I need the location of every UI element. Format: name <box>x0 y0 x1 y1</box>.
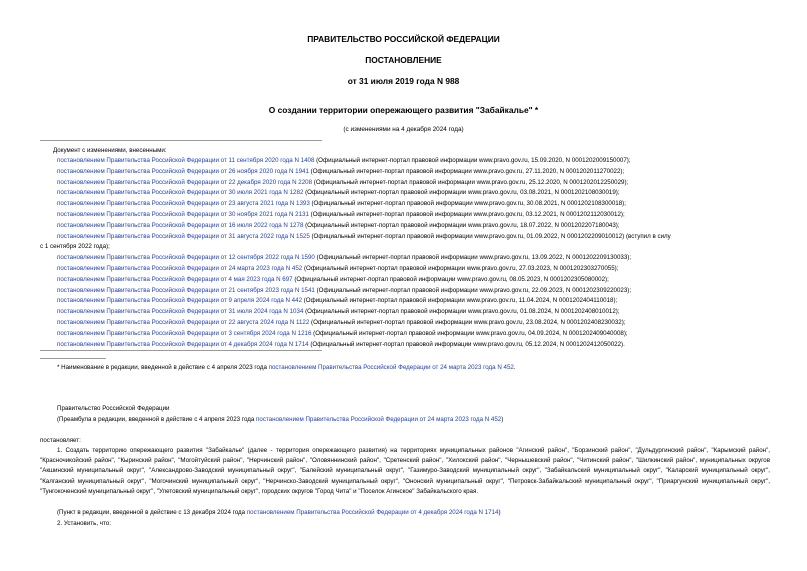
footnote-text: * Наименование в редакции, введенной в действие с 4 апреля 2023 года <box>57 364 269 371</box>
amendment-link[interactable]: постановлением Правительства Российской Федерации от 12 сентября 2022 года N 1590 <box>57 254 315 262</box>
amendment-item <box>57 253 631 263</box>
paragraph-1: 1. Создать территорию опережающего развития "Забайкалье" (далее - территория опережающего развития) на территориях муниципальных районов "Агинский район", "Борзинский район", "Дульдургинский район", "Карымский район", "Красночикойский район", "Кыринский район", "Могойтуйский район", "Нерчинский район", "Оловяннинский район", "Сретенский район", "Хилокский район", "Чернышевский район", "Читинский район", "Шилкинский район", муниципальных округов "Акшинский муниципальный округ", "Александрово-Заводский муниципальный округ", "Балейский муниципальный округ", "Газимуро-Заводский муниципальный округ", "Забайкальский муниципальный округ", "Каларский муниципальный округ", "Калганский муниципальный округ", "Могочинский муниципальный округ", "Нерчинско-Заводский муниципальный округ", "Ононский муниципальный округ", "Петровск-Забайкальский муниципальный округ", "Приаргунский муниципальный округ", "Тунгокоченский муниципальный округ", "Улетовский муниципальный округ", городских округов "Город Чита" и "Поселок Агинское" Забайкальского края. <box>40 447 770 495</box>
preamble-note-end: ) <box>501 416 504 423</box>
amendment-source: (Официальный интернет-портал правовой информации www.pravo.gov.ru, 15.09.2020, N 0001202009150007); <box>314 157 631 164</box>
document-title: О создании территории опережающего развития "Забайкалье" * <box>268 105 539 115</box>
preamble-note-link[interactable]: постановлением Правительства Российской Федерации от 24 марта 2023 года N 452 <box>256 416 502 423</box>
document-date: от 31 июля 2019 года N 988 <box>347 76 460 86</box>
paragraph-2: 2. Установить, что: <box>57 520 111 527</box>
amendment-source: (Официальный интернет-портал правовой информации www.pravo.gov.ru, 27.03.2023, N 0001202303270055); <box>302 265 619 272</box>
amendment-source: (Официальный интернет-портал правовой информации www.pravo.gov.ru, 13.09.2022, N 0001202209130033); <box>314 254 632 262</box>
document-type: ПОСТАНОВЛЕНИЕ <box>365 55 442 65</box>
amendment-source: с 1 сентября 2022 года); <box>40 243 110 251</box>
preamble-note-text: (Преамбула в редакции, введенной в действие с 4 апреля 2023 года <box>57 416 257 423</box>
amendment-item <box>57 340 625 350</box>
footnote-end: . <box>513 364 516 371</box>
amendment-link[interactable]: постановлением Правительства Российской Федерации от 31 августа 2022 года N 1525 <box>57 232 310 240</box>
decides-label: постановляет: <box>40 437 81 444</box>
amendment-item <box>57 286 631 296</box>
amendment-link[interactable]: постановлением Правительства Российской Федерации от 3 сентября 2024 года N 1216 <box>57 329 312 337</box>
amendments-intro: Документ с изменениями, внесенными: <box>53 147 167 154</box>
government-name: ПРАВИТЕЛЬСТВО РОССИЙСКОЙ ФЕДЕРАЦИИ <box>307 34 500 44</box>
paragraph-1-note <box>57 508 501 518</box>
amendment-item <box>57 210 625 220</box>
amendment-source: (Официальный интернет-портал правовой информации www.pravo.gov.ru, 03.12.2021, N 0001202112030012); <box>308 211 625 218</box>
amendment-link[interactable]: постановлением Правительства Российской Федерации от 21 сентября 2023 года N 1541 <box>57 286 315 294</box>
amendment-source: (Официальный интернет-портал правовой информации www.pravo.gov.ru, 18.07.2022, N 0001202207180043); <box>303 221 620 229</box>
amendment-link[interactable]: постановлением Правительства Российской Федерации от 30 июля 2021 года N 1282 <box>57 189 304 197</box>
amendment-item <box>57 307 620 317</box>
amendment-link[interactable]: постановлением Правительства Российской Федерации от 24 марта 2023 года N 452 <box>57 265 303 272</box>
amendment-item <box>57 167 624 177</box>
preamble-note <box>57 415 503 425</box>
separator-top <box>40 140 322 141</box>
amendment-source: (Официальный интернет-портал правовой информации www.pravo.gov.ru, 03.08.2021, N 0001202108030019); <box>303 189 620 197</box>
amendment-source: (Официальный интернет-портал правовой информации www.pravo.gov.ru, 22.09.2023, N 0001202309220023); <box>314 286 632 294</box>
changes-note: (с изменениями на 4 декабря 2024 года) <box>343 126 464 133</box>
amendment-link[interactable]: постановлением Правительства Российской Федерации от 23 августа 2021 года N 1393 <box>57 200 310 208</box>
amendment-item <box>57 318 626 328</box>
amendment-item <box>57 329 628 339</box>
amendment-item <box>57 178 628 188</box>
amendment-item <box>57 232 671 242</box>
amendment-source: (Официальный интернет-портал правовой информации www.pravo.gov.ru, 30.08.2021, N 0001202108300018); <box>309 200 626 208</box>
amendment-item <box>57 264 618 274</box>
amendment-link[interactable]: постановлением Правительства Российской Федерации от 22 декабря 2020 года N 2208 <box>57 178 313 186</box>
amendment-link[interactable]: постановлением Правительства Российской Федерации от 22 августа 2024 года N 1122 <box>57 319 310 326</box>
amendment-link[interactable]: постановлением Правительства Российской Федерации от 26 ноября 2020 года N 1941 <box>57 167 309 175</box>
separator-bottom <box>40 350 322 351</box>
amendment-item <box>57 296 617 306</box>
paragraph-1-note-text: (Пункт в редакции, введенной в действие с 13 декабря 2024 года <box>57 509 247 516</box>
amendment-item <box>57 156 631 166</box>
amendment-item <box>57 199 626 209</box>
amendment-source: (Официальный интернет-портал правовой информации www.pravo.gov.ru, 01.08.2024, N 0001202408010012); <box>303 308 620 316</box>
footnote-separator <box>40 358 106 359</box>
amendment-source: (Официальный интернет-портал правовой информации www.pravo.gov.ru, 05.12.2024, N 0001202412050022). <box>308 340 625 348</box>
amendment-link[interactable]: постановлением Правительства Российской Федерации от 4 декабря 2024 года N 1714 <box>57 340 309 348</box>
amendment-item <box>57 221 620 231</box>
amendment-source: (Официальный интернет-портал правовой информации www.pravo.gov.ru, 08.05.2023, N 0001202305080002); <box>292 275 609 283</box>
amendment-link[interactable]: постановлением Правительства Российской Федерации от 31 июля 2024 года N 1034 <box>57 308 304 316</box>
amendment-link[interactable]: постановлением Правительства Российской Федерации от 30 ноября 2021 года N 2131 <box>57 211 309 218</box>
amendment-link[interactable]: постановлением Правительства Российской Федерации от 11 сентября 2020 года N 1408 <box>57 157 315 164</box>
paragraph-1-note-link[interactable]: постановлением Правительства Российской Федерации от 4 декабря 2024 года N 1714 <box>246 509 499 516</box>
amendment-item <box>57 275 609 285</box>
footnote <box>57 363 516 373</box>
amendment-item <box>57 188 620 198</box>
amendment-source: (Официальный интернет-портал правовой информации www.pravo.gov.ru, 04.09.2024, N 0001202409040008); <box>311 329 628 337</box>
paragraph-1-note-end: ) <box>498 509 501 516</box>
amendment-source: (Официальный интернет-портал правовой информации www.pravo.gov.ru, 11.04.2024, N 0001202404110018); <box>302 297 618 305</box>
amendment-source: (Официальный интернет-портал правовой информации www.pravo.gov.ru, 27.11.2020, N 0001202011270022); <box>308 167 625 175</box>
amendment-item <box>40 242 110 252</box>
amendment-link[interactable]: постановлением Правительства Российской Федерации от 16 июля 2022 года N 1278 <box>57 221 304 229</box>
preamble-line: Правительство Российской Федерации <box>57 405 170 412</box>
footnote-link[interactable]: постановлением Правительства Российской Федерации от 24 марта 2023 года N 452 <box>268 364 514 371</box>
amendment-link[interactable]: постановлением Правительства Российской Федерации от 4 мая 2023 года N 697 <box>57 275 293 283</box>
amendment-source: (Официальный интернет-портал правовой информации www.pravo.gov.ru, 23.08.2024, N 0001202408230032); <box>309 319 626 326</box>
amendment-source: (Официальный интернет-портал правовой информации www.pravo.gov.ru, 01.09.2022, N 0001202209010012) (вступил в силу <box>309 232 671 240</box>
amendment-source: (Официальный интернет-портал правовой информации www.pravo.gov.ru, 25.12.2020, N 0001202012250029); <box>312 178 629 186</box>
amendment-link[interactable]: постановлением Правительства Российской Федерации от 9 апреля 2024 года N 442 <box>57 297 303 305</box>
